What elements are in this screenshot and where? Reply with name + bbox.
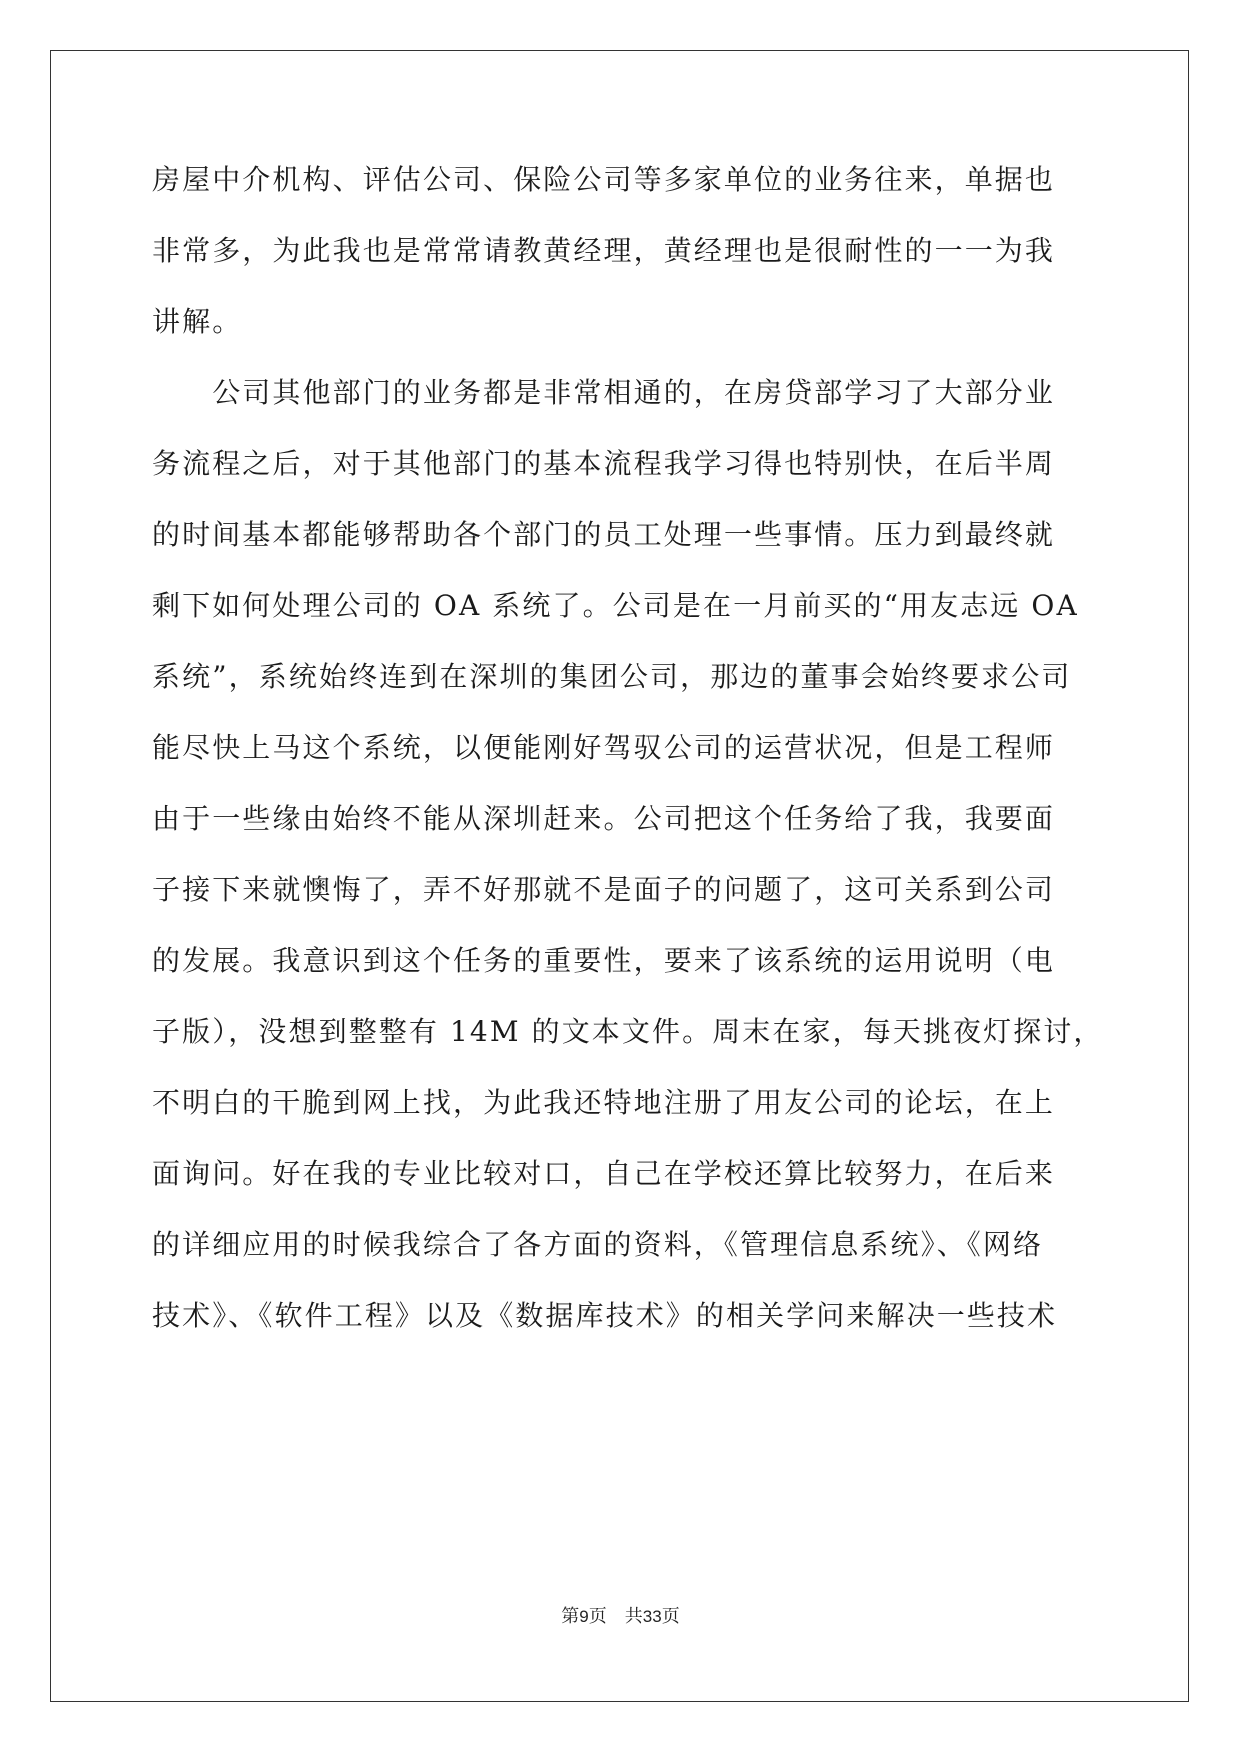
text-line: 的发展。我意识到这个任务的重要性，要来了该系统的运用说明（电	[152, 944, 1056, 977]
text-line: 面询问。好在我的专业比较对口，自己在学校还算比较努力，在后来	[152, 1157, 1056, 1190]
total-pages: 33	[642, 1607, 662, 1626]
text-line: 公司其他部门的业务都是非常相通的，在房贷部学习了大部分业	[152, 376, 1056, 409]
text-line: 系统”，系统始终连到在深圳的集团公司，那边的董事会始终要求公司	[152, 660, 1072, 693]
text-line: 由于一些缘由始终不能从深圳赶来。公司把这个任务给了我，我要面	[152, 802, 1056, 835]
total-label-prefix: 共	[624, 1606, 643, 1626]
page-label-suffix: 页	[588, 1606, 607, 1626]
text-line: 子接下来就懊悔了，弄不好那就不是面子的问题了，这可关系到公司	[152, 873, 1056, 906]
text-line: 务流程之后，对于其他部门的基本流程我学习得也特别快，在后半周	[152, 447, 1056, 480]
text-line: 的详细应用的时候我综合了各方面的资料，《管理信息系统》、《网络	[152, 1228, 1044, 1261]
text-line: 子版），没想到整整有 14M 的文本文件。周末在家，每天挑夜灯探讨，	[152, 1015, 1104, 1048]
text-line: 不明白的干脆到网上找，为此我还特地注册了用友公司的论坛，在上	[152, 1086, 1056, 1119]
total-label-suffix: 页	[661, 1606, 680, 1626]
page-number: 9	[579, 1607, 589, 1626]
text-line: 能尽快上马这个系统，以便能刚好驾驭公司的运营状况，但是工程师	[152, 731, 1056, 764]
page-footer	[0, 1604, 1241, 1629]
text-line: 非常多，为此我也是常常请教黄经理，黄经理也是很耐性的一一为我	[152, 234, 1056, 267]
text-line: 的时间基本都能够帮助各个部门的员工处理一些事情。压力到最终就	[152, 518, 1056, 551]
text-line: 房屋中介机构、评估公司、保险公司等多家单位的业务往来，单据也	[152, 163, 1056, 196]
text-line: 剩下如何处理公司的 OA 系统了。公司是在一月前买的“用友志远 OA	[152, 589, 1079, 622]
text-line: 讲解。	[152, 305, 243, 338]
text-line: 技术》、《软件工程》以及《数据库技术》的相关学问来解决一些技术	[152, 1299, 1058, 1332]
page-label-prefix: 第	[561, 1606, 580, 1626]
